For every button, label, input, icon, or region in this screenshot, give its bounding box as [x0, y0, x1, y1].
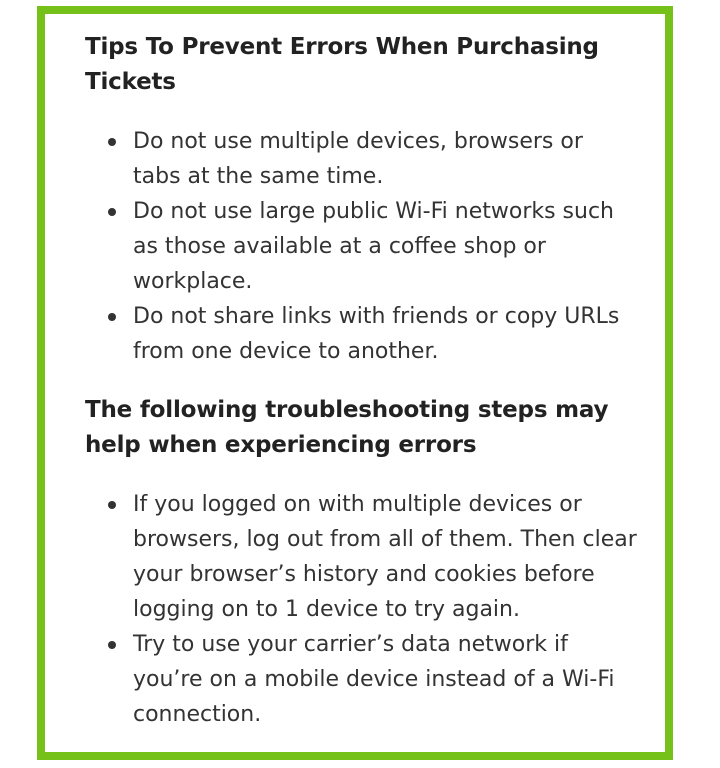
bullet-icon	[108, 641, 116, 649]
tips-list	[85, 124, 637, 369]
bullet-icon	[108, 313, 116, 321]
tips-list-item-text: Do not share links with friends or copy URLs from one device to another.	[133, 304, 620, 364]
troubleshooting-list-item	[85, 627, 637, 732]
troubleshooting-list-item-text: If you logged on with multiple devices or browsers, log out from all of them. Then clear your browser’s history and cookies before logging on to 1 device to try again.	[133, 492, 637, 622]
troubleshooting-list-item	[85, 487, 637, 627]
tips-list-item	[85, 299, 637, 369]
troubleshooting-list	[85, 487, 637, 732]
tips-panel-content	[85, 30, 637, 732]
tips-panel	[37, 6, 673, 760]
bullet-icon	[108, 208, 116, 216]
tips-list-item	[85, 124, 637, 194]
bullet-icon	[108, 138, 116, 146]
bullet-icon	[108, 501, 116, 509]
tips-list-item-text: Do not use large public Wi-Fi networks such as those available at a coffee shop or workplace.	[133, 199, 615, 294]
tips-list-item-text: Do not use multiple devices, browsers or tabs at the same time.	[133, 129, 583, 189]
tips-list-item	[85, 194, 637, 299]
tips-heading: Tips To Prevent Errors When Purchasing Tickets	[85, 34, 599, 95]
troubleshooting-list-item-text: Try to use your carrier’s data network if you’re on a mobile device instead of a Wi-Fi connection.	[133, 632, 615, 727]
troubleshooting-heading: The following troubleshooting steps may help when experiencing errors	[85, 397, 609, 458]
